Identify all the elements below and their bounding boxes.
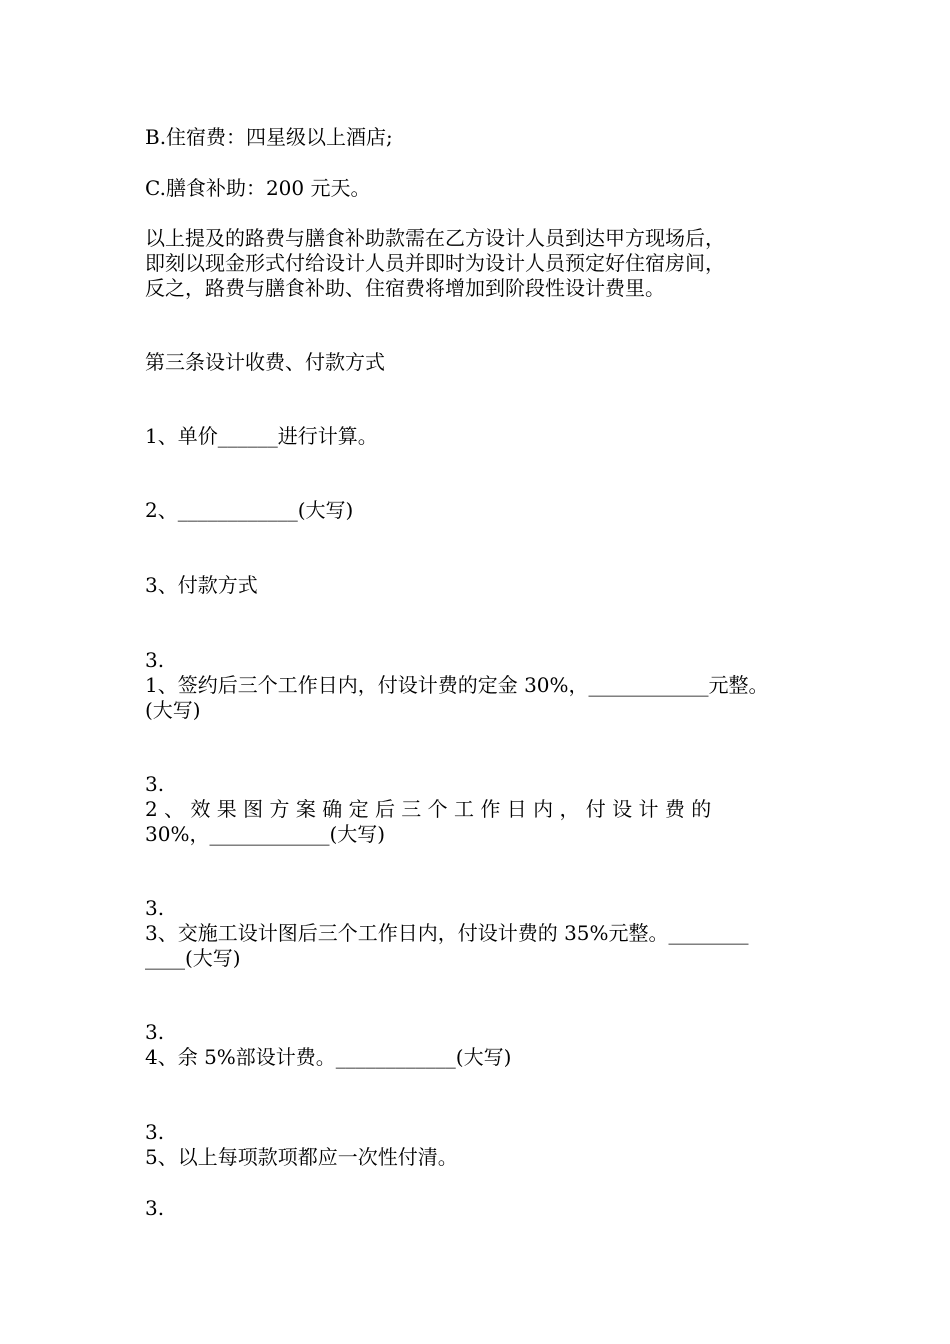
sub-item-text: 3、交施工设计图后三个工作日内，付设计费的 35%元整。________ [145,921,749,945]
sub-item-text: ____(大写) [145,946,241,970]
paragraph-line: 反之，路费与膳食补助、住宿费将增加到阶段性设计费里。 [145,276,665,300]
list-item-unit-price: 1、单价______进行计算。 [145,424,378,448]
sub-item-text: 4、余 5%部设计费。____________(大写) [145,1045,512,1069]
sub-item-number: 3. [145,1120,165,1144]
sub-item-text: 2 、 效 果 图 方 案 确 定 后 三 个 工 作 日 内 ， 付 设 计 费 的 [145,797,712,821]
sub-item-text: 1、签约后三个工作日内，付设计费的定金 30%，____________元整。 [145,673,769,697]
sub-item-number: 3. [145,896,165,920]
list-item-amount: 2、____________(大写) [145,498,354,522]
text-line-accommodation: B.住宿费：四星级以上酒店; [145,125,393,149]
sub-item-number: 3. [145,648,165,672]
sub-item-number: 3. [145,1020,165,1044]
paragraph-line: 即刻以现金形式付给设计人员并即时为设计人员预定好住宿房间， [145,251,725,275]
sub-item-text: (大写) [145,698,201,722]
sub-item-text: 5、以上每项款项都应一次性付清。 [145,1145,458,1169]
section-heading: 第三条设计收费、付款方式 [145,350,385,374]
list-item-payment-method: 3、付款方式 [145,573,258,597]
paragraph-line: 以上提及的路费与膳食补助款需在乙方设计人员到达甲方现场后， [145,226,725,250]
sub-item-number: 3. [145,772,165,796]
sub-item-number: 3. [145,1196,165,1220]
sub-item-text: 30%，____________(大写) [145,822,386,846]
text-line-meal-allowance: C.膳食补助：200 元天。 [145,176,371,200]
